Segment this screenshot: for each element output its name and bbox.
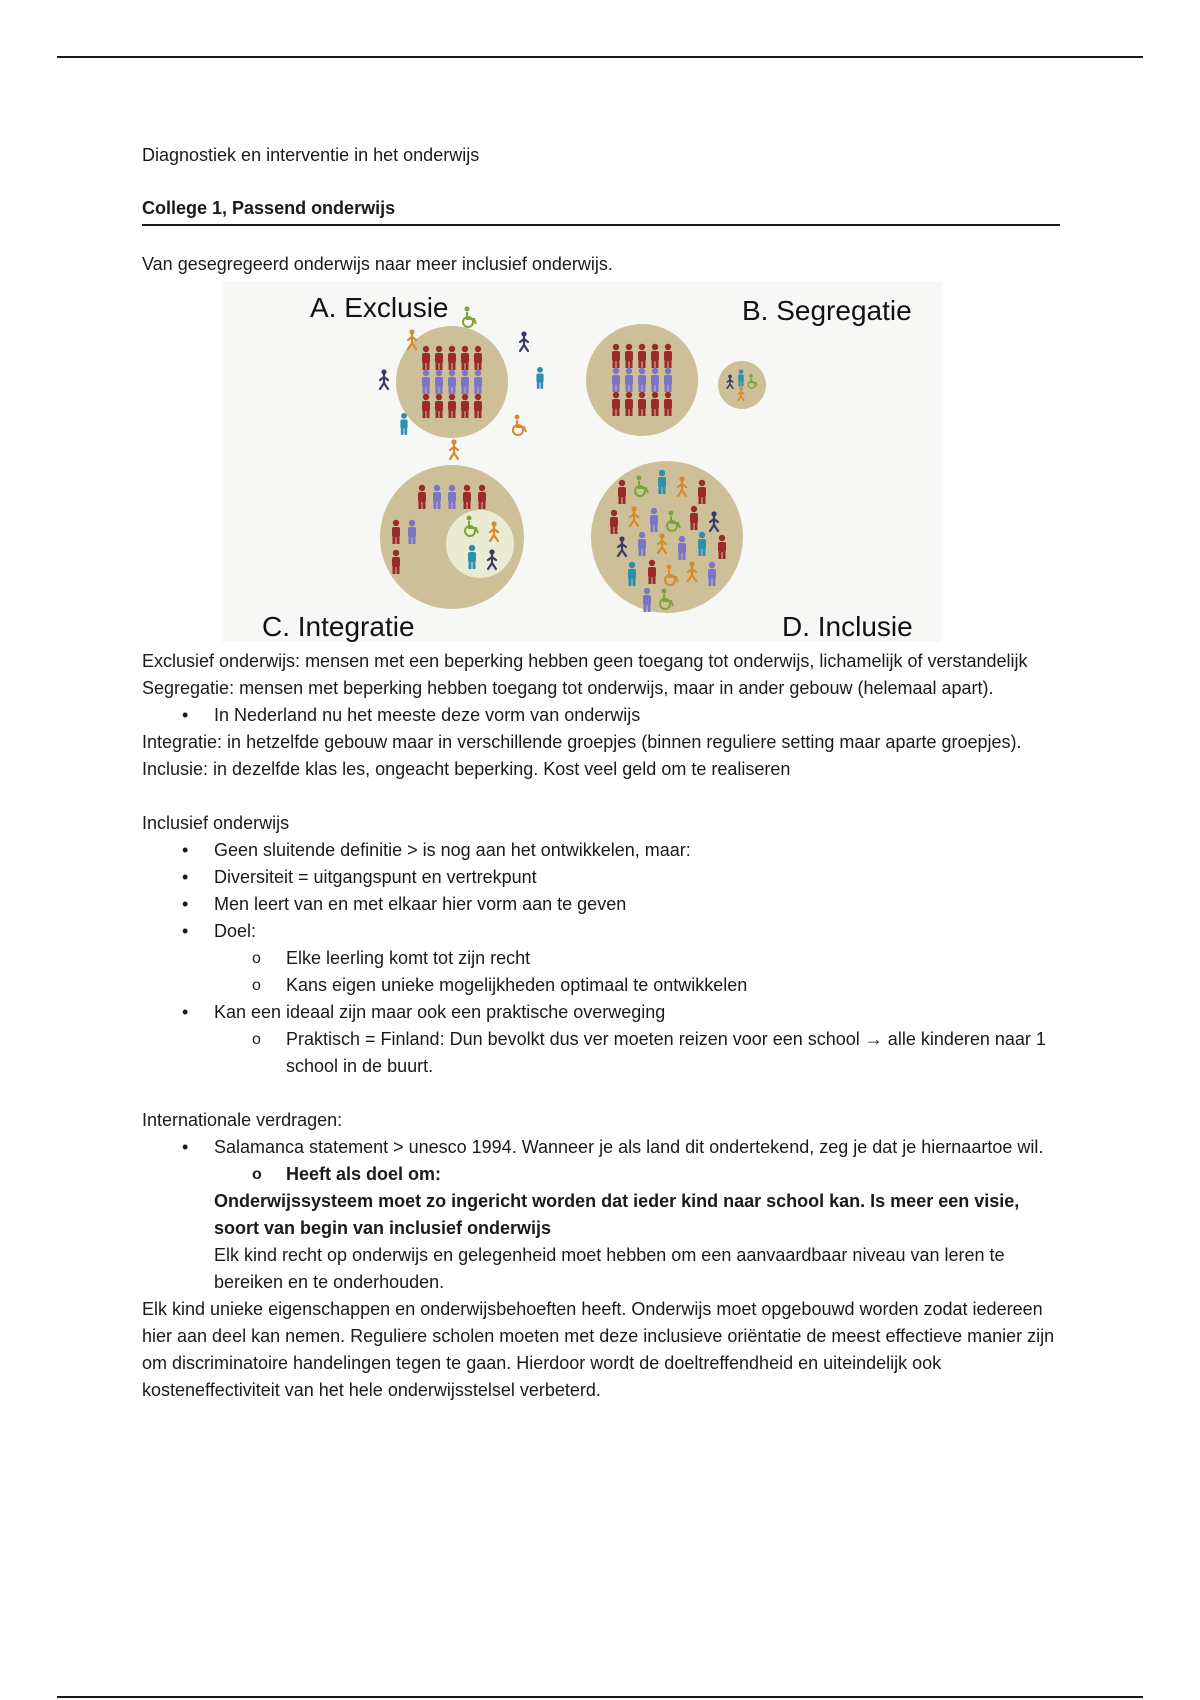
list-item-label: Kan een ideaal zijn maar ook een praktische overweging (214, 1002, 666, 1022)
list-item: • Geen sluitende definitie > is nog aan het ontwikkelen, maar: (214, 837, 1062, 864)
list-item (214, 999, 1062, 1080)
salamanca-goal: Onderwijssysteem moet zo ingericht worden dat ieder kind naar school kan. Is meer een visie, soort van begin van inclusief onderwijs (214, 1191, 1020, 1238)
definition-inclusie: Inclusie: in dezelfde klas les, ongeacht beperking. Kost veel geld om te realiseren (142, 759, 791, 779)
sublist (214, 1026, 1062, 1080)
definition-integratie: Integratie: in hetzelfde gebouw maar in verschillende groepjes (binnen reguliere setting maar aparte groepjes). (142, 732, 1022, 752)
document-title: Diagnostiek en interventie in het onderwijs (142, 145, 480, 165)
inclusion-diagram (222, 282, 942, 642)
list-item: • Diversiteit = uitgangspunt en vertrekpunt (214, 864, 1062, 891)
diagram-background (222, 282, 942, 642)
college-heading: College 1, Passend onderwijs (142, 195, 1060, 226)
integratie-inner-circle (446, 510, 514, 578)
list-item-label: Doel: (214, 921, 257, 941)
sublist-item: o Heeft als doel om: (286, 1161, 1062, 1188)
verdragen-heading: Internationale verdragen: (142, 1110, 343, 1130)
list-item (214, 1134, 1062, 1188)
intro-text: Van gesegregeerd onderwijs naar meer inclusief onderwijs. (142, 254, 613, 274)
salamanca-paragraph-2: Elk kind unieke eigenschappen en onderwijsbehoeften heeft. Onderwijs moet opgebouwd worden zodat iedereen hier aan deel kan nemen. Reguliere scholen moeten met deze inclusieve oriëntatie de meest effectieve manier zijn om discriminatoire handelingen tegen te gaan. Hierdoor wordt de doeltreffendheid en uiteindelijk ook kosteneffectiviteit van het hele onderwijsstelsel verbeterd. (142, 1299, 1055, 1400)
list-item-label: Salamanca statement > unesco 1994. Wanneer je als land dit ondertekend, zeg je dat je hiernaartoe wil. (214, 1137, 1044, 1157)
salamanca-paragraph-1: Elk kind recht op onderwijs en gelegenheid moet hebben om een aanvaardbaar niveau van leren te bereiken en te onderhouden. (214, 1245, 1005, 1292)
inclusief-heading: Inclusief onderwijs (142, 813, 290, 833)
sublist (214, 1161, 1062, 1188)
sublist-item: o Praktisch = Finland: Dun bevolkt dus ver moeten reizen voor een school → alle kinderen naar 1 school in de buurt. (286, 1026, 1062, 1080)
sublist (214, 945, 1062, 999)
sublist-item: o Elke leerling komt tot zijn recht (286, 945, 1062, 972)
inclusion-diagram-svg (222, 282, 942, 642)
top-rule (57, 56, 1143, 58)
inclusief-list (142, 837, 1062, 1080)
label-inclusie: D. Inclusie (782, 611, 913, 642)
definition-segregatie: Segregatie: mensen met beperking hebben toegang tot onderwijs, maar in ander gebouw (helemaal apart). (142, 678, 994, 698)
list-item (214, 918, 1062, 999)
label-exclusie: A. Exclusie (310, 292, 449, 323)
label-segregatie: B. Segregatie (742, 295, 912, 326)
document-body (142, 142, 1062, 1404)
list-item: • In Nederland nu het meeste deze vorm van onderwijs (214, 702, 1062, 729)
segregatie-list (142, 702, 1062, 729)
verdragen-list (142, 1134, 1062, 1188)
list-item: • Men leert van en met elkaar hier vorm aan te geven (214, 891, 1062, 918)
bottom-rule (57, 1696, 1143, 1698)
definition-exclusief: Exclusief onderwijs: mensen met een beperking hebben geen toegang tot onderwijs, lichamelijk of verstandelijk (142, 651, 1028, 671)
label-integratie: C. Integratie (262, 611, 415, 642)
sublist-item: o Kans eigen unieke mogelijkheden optimaal te ontwikkelen (286, 972, 1062, 999)
